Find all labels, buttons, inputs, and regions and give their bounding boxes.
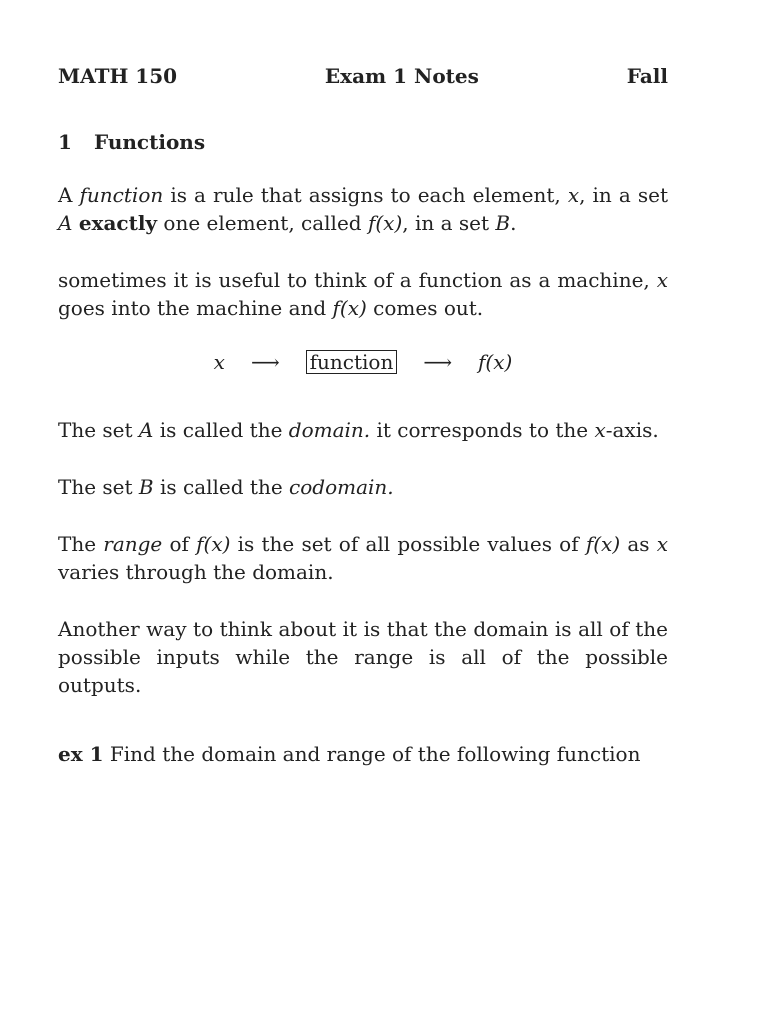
math-fx: f(x): [367, 211, 403, 235]
math-x: x: [656, 268, 668, 292]
right-arrow-icon: ⟶: [250, 350, 280, 374]
right-arrow-icon: ⟶: [423, 350, 453, 374]
machine-input: x: [213, 350, 225, 374]
text-run: sometimes it is useful to think of a function as a machine,: [58, 268, 657, 292]
term-function: function: [79, 183, 164, 207]
text-run: is the set of all possible values of: [230, 532, 586, 556]
document-title: Exam 1 Notes: [324, 64, 479, 88]
math-fx: f(x): [196, 532, 231, 556]
math-A: A: [138, 418, 154, 442]
math-A: A: [58, 211, 73, 235]
emphasis-exactly: exactly: [78, 211, 158, 235]
course-title: MATH 150: [58, 64, 178, 88]
math-fx: f(x): [332, 296, 367, 320]
section-heading: [58, 130, 205, 154]
page-header: [58, 64, 668, 88]
machine-intro: [58, 266, 668, 322]
math-B: B: [495, 211, 511, 235]
section-number: 1: [58, 130, 72, 154]
text-run: .: [510, 211, 517, 235]
math-fx: f(x): [585, 532, 621, 556]
term-codomain: codomain.: [289, 475, 394, 499]
text-run: The: [58, 532, 104, 556]
text-run: it corresponds to the: [370, 418, 595, 442]
machine-output: f(x): [478, 350, 513, 374]
text-run: one element, called: [157, 211, 368, 235]
text-run: , in a set: [579, 183, 668, 207]
example-label: ex 1: [58, 742, 104, 766]
range-paragraph: [58, 530, 668, 586]
text-run: as: [620, 532, 657, 556]
function-machine-diagram: [58, 350, 668, 374]
function-definition: [58, 181, 668, 237]
domain-paragraph: [58, 416, 668, 444]
example-text: Find the domain and range of the following function: [103, 742, 641, 766]
math-x: x: [594, 418, 606, 442]
another-way-paragraph: Another way to think about it is that the domain is all of the possible inputs while the range is all of the possible outputs.: [58, 617, 668, 697]
text-run: , in a set: [402, 211, 496, 235]
codomain-paragraph: [58, 473, 668, 501]
text-run: varies through the domain.: [58, 560, 334, 584]
section-title: Functions: [94, 130, 206, 154]
text-run: The set: [58, 475, 139, 499]
text-run: -axis.: [605, 418, 659, 442]
math-B: B: [138, 475, 154, 499]
text-run: is called the: [153, 418, 289, 442]
text-run: of: [162, 532, 197, 556]
math-x: x: [567, 183, 580, 207]
math-x: x: [656, 532, 668, 556]
term-range: range: [103, 532, 163, 556]
example-1: [58, 740, 668, 768]
text-run: comes out.: [366, 296, 484, 320]
function-box: function: [306, 350, 398, 374]
term-label: Fall: [626, 64, 668, 88]
term-domain: domain.: [288, 418, 371, 442]
text-run: The set: [58, 418, 139, 442]
text-run: goes into the machine and: [58, 296, 333, 320]
text-run: is a rule that assigns to each element,: [163, 183, 568, 207]
text-run: is called the: [153, 475, 290, 499]
text-run: A: [58, 183, 80, 207]
